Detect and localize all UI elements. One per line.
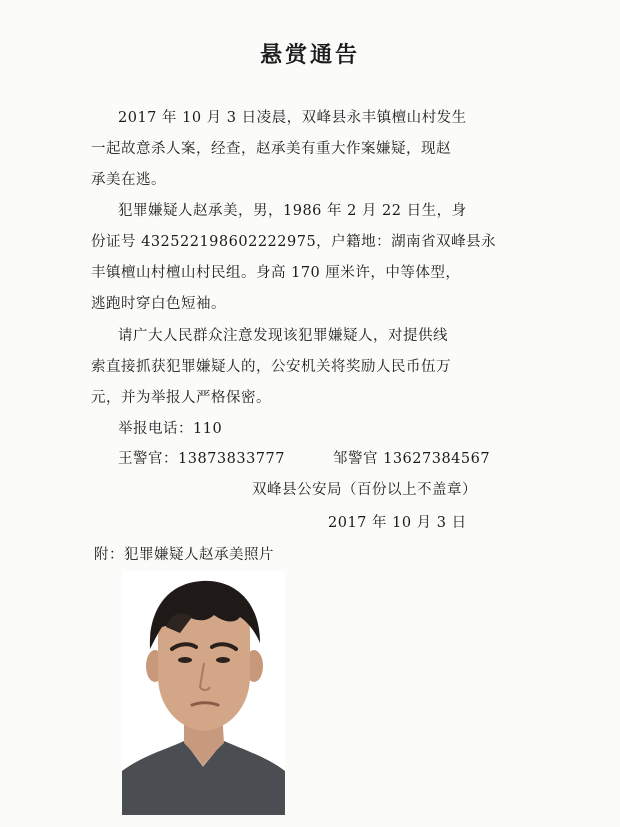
notice-title: 悬赏通告	[259, 42, 360, 68]
paragraph-line: 犯罪嫌疑人赵承美，男，1986 年 2 月 22 日生，身	[118, 203, 467, 219]
notice-date: 2017 年 10 月 3 日	[328, 515, 467, 531]
paragraph-line: 承美在逃。	[91, 172, 166, 188]
issuer: 双峰县公安局（百份以上不盖章）	[252, 482, 477, 498]
suspect-photo	[122, 571, 285, 815]
paragraph-line: 份证号 432522198602222975，户籍地：湖南省双峰县永	[91, 234, 497, 250]
paragraph-line: 2017 年 10 月 3 日凌晨，双峰县永丰镇檀山村发生	[118, 110, 467, 126]
contact-wang: 王警官：13873833777	[118, 451, 285, 467]
paragraph-line: 一起故意杀人案，经查，赵承美有重大作案嫌疑，现赵	[91, 141, 451, 157]
paragraph-line: 逃跑时穿白色短袖。	[91, 296, 226, 312]
paragraph-line: 索直接抓获犯罪嫌疑人的，公安机关将奖励人民币伍万	[91, 359, 451, 375]
contact-zou: 邹警官 13627384567	[333, 451, 491, 467]
hotline: 举报电话：110	[118, 421, 223, 437]
attachment-caption: 附：犯罪嫌疑人赵承美照片	[94, 547, 274, 563]
paragraph-line: 元，并为举报人严格保密。	[91, 390, 271, 406]
paragraph-line: 丰镇檀山村檀山村民组。身高 170 厘米许，中等体型，	[91, 265, 461, 281]
paragraph-line: 请广大人民群众注意发现该犯罪嫌疑人，对提供线	[118, 328, 448, 344]
